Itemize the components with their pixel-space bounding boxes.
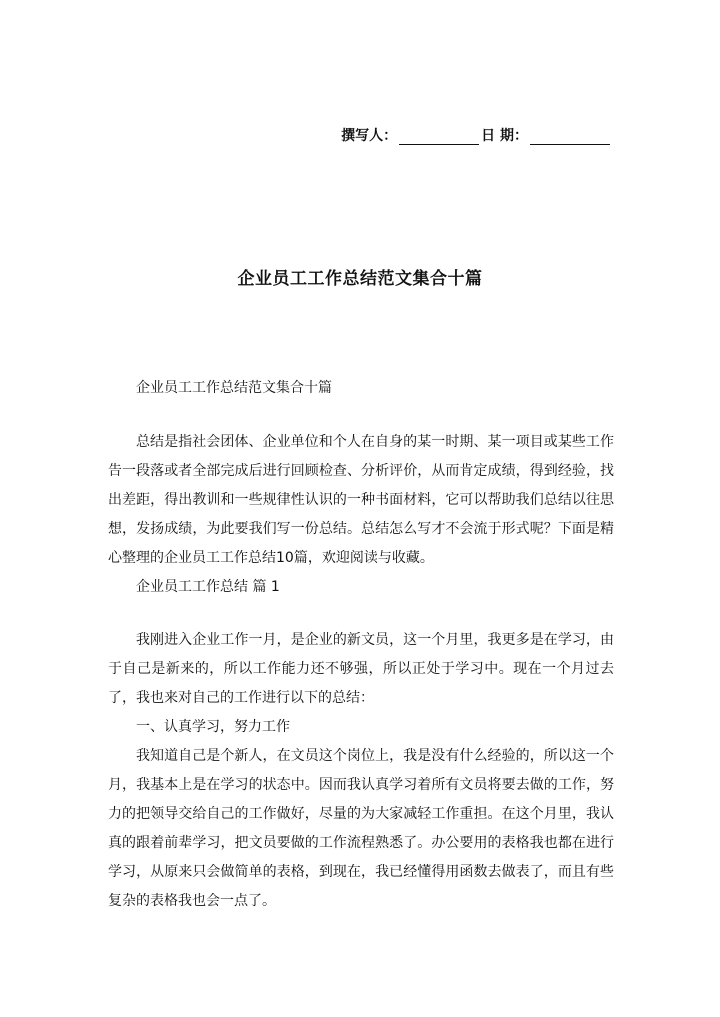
intro-subtitle-block [108, 374, 614, 403]
article-block [108, 626, 614, 916]
article-paragraph-1: 我刚进入企业工作一月，是企业的新文员，这一个月里，我更多是在学习，由于自己是新来的，所以工作能力还不够强，所以正处于学习中。现在一个月过去了，我也来对自己的工作进行以下的总结： [108, 632, 614, 706]
article-heading: 企业员工工作总结 篇 1 [136, 579, 280, 595]
article-paragraph-2: 我知道自己是个新人，在文员这个岗位上，我是没有什么经验的，所以这一个月，我基本上是在学习的状态中。因而我认真学习着所有文员将要去做的工作，努力的把领导交给自己的工作做好，尽量的为大家减轻工作重担。在这个月里，我认真的跟着前辈学习，把文员要做的工作流程熟悉了。办公要用的表格我也都在进行学习，从原来只会做简单的表格，到现在，我已经懂得用函数去做表了，而且有些复杂的表格我也会一点了。 [108, 748, 614, 909]
date-blank-line [530, 130, 610, 145]
date-label: 日 期： [481, 128, 528, 144]
author-label: 撰写人： [341, 128, 398, 144]
author-blank-line [399, 130, 479, 145]
intro-block [108, 428, 614, 602]
intro-subtitle: 企业员工工作总结范文集合十篇 [136, 380, 332, 396]
intro-paragraph: 总结是指社会团体、企业单位和个人在自身的某一时期、某一项目或某些工作告一段落或者全部完成后进行回顾检查、分析评价，从而肯定成绩，得到经验，找出差距，得出教训和一些规律性认识的一种书面材料，它可以帮助我们总结以往思想，发扬成绩，为此要我们写一份总结。总结怎么写才不会流于形式呢？下面是精心整理的企业员工工作总结10篇，欢迎阅读与收藏。 [108, 434, 614, 566]
section-heading-1: 一、认真学习，努力工作 [136, 719, 290, 735]
header-meta [341, 125, 612, 145]
document-title: 企业员工工作总结范文集合十篇 [237, 269, 483, 289]
